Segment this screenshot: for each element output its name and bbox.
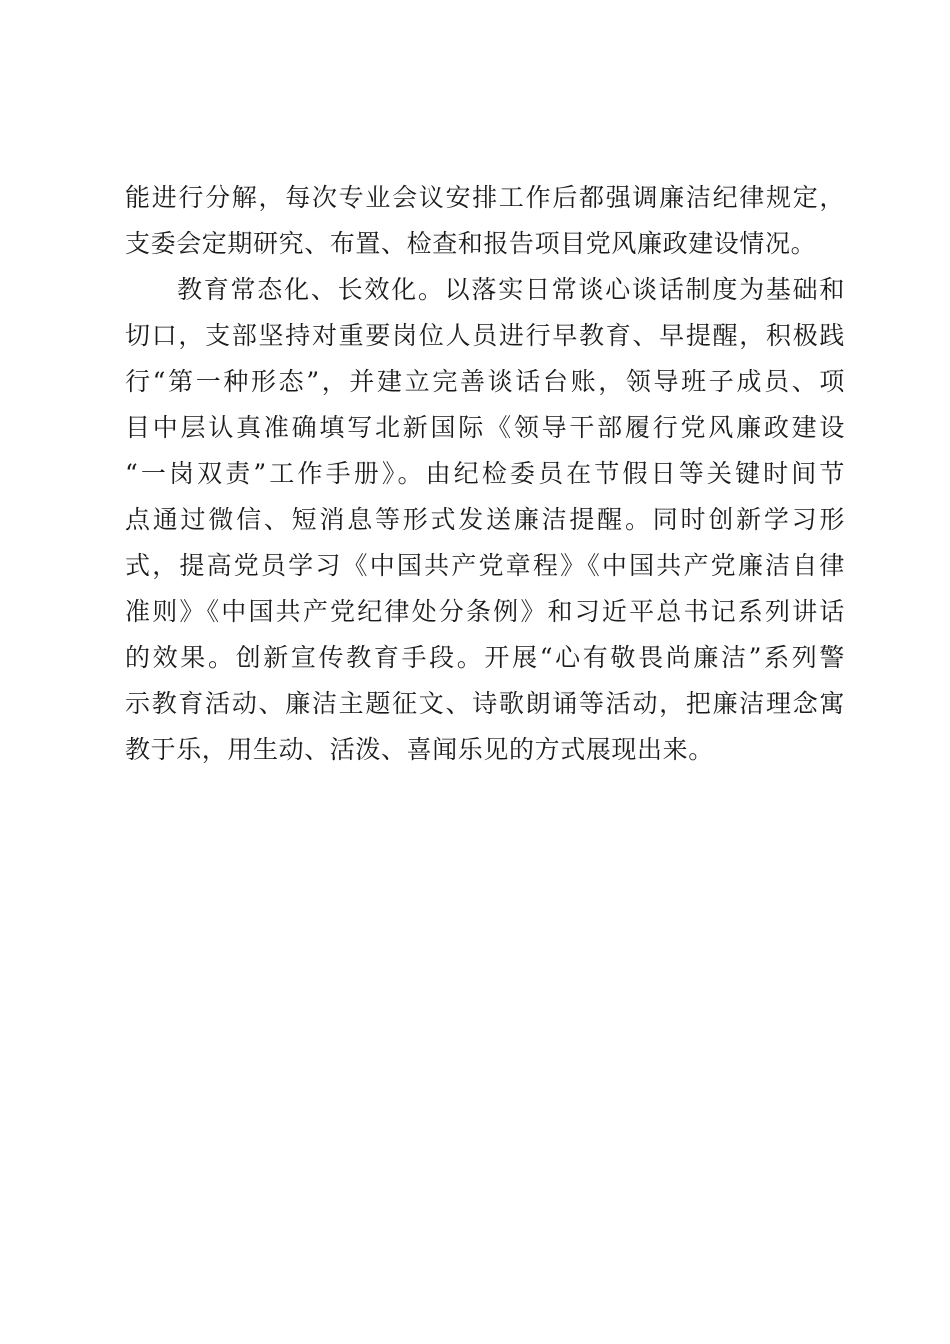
paragraph-1 [125,175,845,267]
paragraph-line: 教于乐，用生动、活泼、喜闻乐见的方式展现出来。 [125,735,714,764]
paragraph-line: 教育常态化、长效化。以落实日常谈心谈话制度为基础和 [177,275,845,304]
paragraph-line: 目中层认真准确填写北新国际《领导干部履行党风廉政建设 [125,413,845,442]
paragraph-line: 切口，支部坚持对重要岗位人员进行早教育、早提醒，积极践 [125,321,845,350]
paragraph-line: 的效果。创新宣传教育手段。开展“心有敬畏尚廉洁”系列警 [125,643,845,672]
paragraph-line: 式，提高党员学习《中国共产党章程》《中国共产党廉洁自律 [125,551,845,580]
paragraph-line: 支委会定期研究、布置、检查和报告项目党风廉政建设情况。 [125,229,817,258]
paragraph-line: 示教育活动、廉洁主题征文、诗歌朗诵等活动，把廉洁理念寓 [125,689,845,718]
paragraph-2 [125,267,845,773]
paragraph-line: 准则》《中国共产党纪律处分条例》和习近平总书记系列讲话 [125,597,845,626]
paragraph-line: 能进行分解，每次专业会议安排工作后都强调廉洁纪律规定， [125,183,845,212]
paragraph-line: 点通过微信、短消息等形式发送廉洁提醒。同时创新学习形 [125,505,845,534]
paragraph-line: “一岗双责”工作手册》。由纪检委员在节假日等关键时间节 [125,459,845,488]
document-body [125,175,845,773]
paragraph-line: 行“第一种形态”，并建立完善谈话台账，领导班子成员、项 [125,367,845,396]
